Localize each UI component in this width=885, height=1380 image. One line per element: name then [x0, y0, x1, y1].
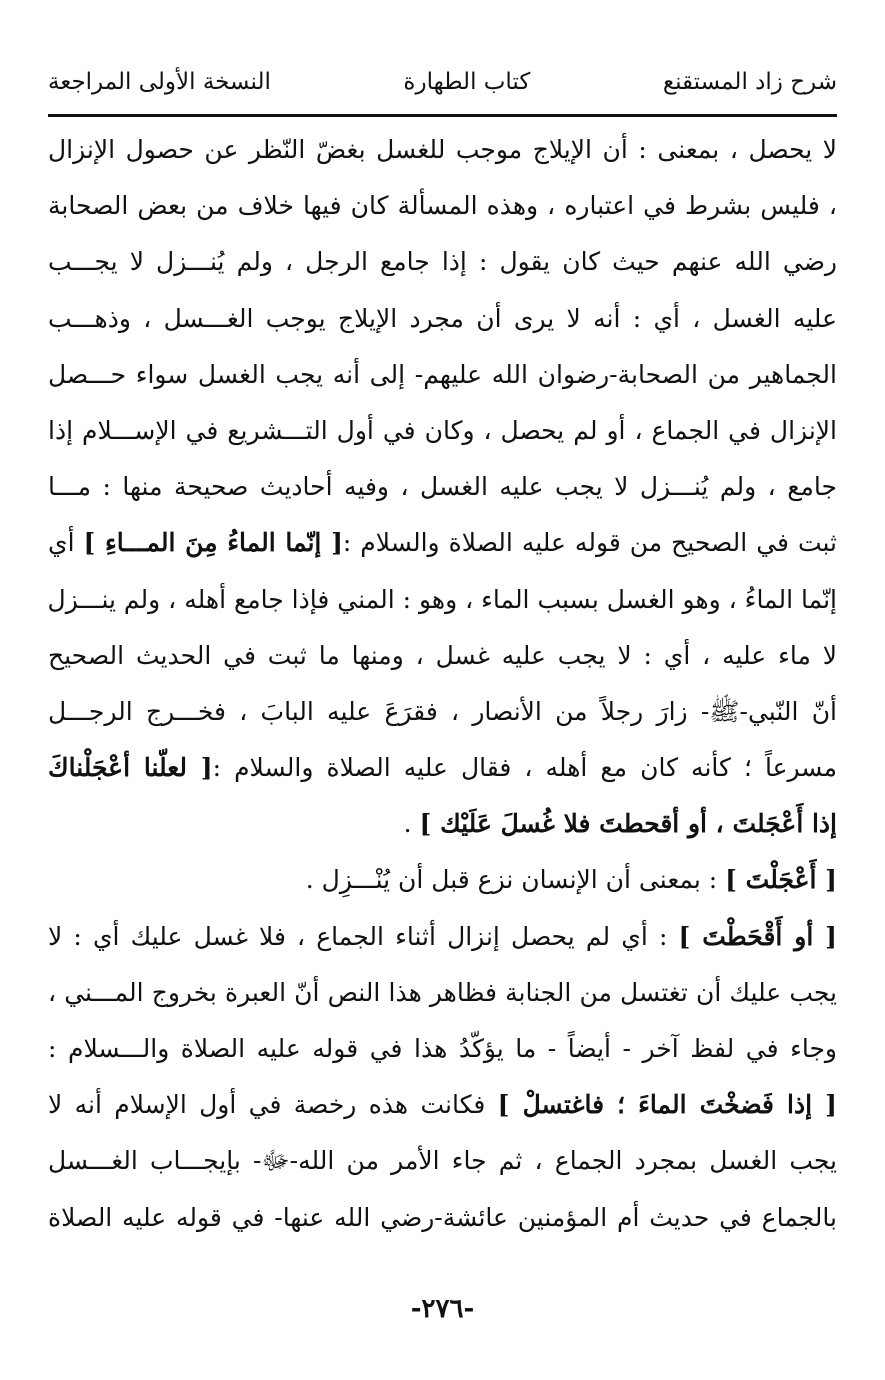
text-line [48, 122, 837, 178]
text-run: الجماهير من الصحابة-رضوان الله عليهم- إلى أنه يجب الغسل سواء حـــصل [48, 359, 837, 389]
text-run: يجب عليك أن تغتسل من الجنابة فظاهر هذا النص أنّ العبرة بخروج المـــني ، [48, 977, 837, 1007]
text-run: . [403, 809, 420, 839]
text-run: وجاء في لفظ آخر - أيضاً - ما يؤكّدُ هذا في قوله عليه الصلاة والـــسلام : [48, 1034, 837, 1063]
chapter-title: كتاب الطهارة [403, 69, 531, 95]
text-run: مسرعاً ؛ كأنه كان مع أهله ، فقال عليه الصلاة والسلام : [212, 753, 837, 783]
text-line [48, 740, 837, 796]
edition-label: النسخة الأولى المراجعة [48, 69, 271, 95]
text-line [48, 347, 837, 403]
page-number: -٢٧٦- [410, 1294, 475, 1324]
text-run: الإنزال في الجماع ، أو لم يحصل ، وكان في أول التـــشريع في الإســـلام إذا [48, 415, 837, 445]
book-title: شرح زاد المستقنع [662, 69, 837, 95]
text-line [48, 1077, 837, 1133]
text-run: رضي الله عنهم حيث كان يقول : إذا جامع الرجل ، ولم يُنـــزل لا يجـــب [48, 247, 837, 277]
text-line [48, 852, 837, 908]
text-run: بالجماع في حديث أم المؤمنين عائشة-رضي الله عنها- في قوله عليه الصلاة [48, 1202, 837, 1232]
page-header [48, 62, 837, 102]
text-run: : بمعنى أن الإنسان نزع قبل أن يُنْـــزِل . [305, 865, 726, 895]
text-line [48, 291, 837, 347]
text-line [48, 909, 837, 965]
text-run: لا ماء عليه ، أي : لا يجب عليه غسل ، ومنها ما ثبت في الحديث الصحيح [48, 640, 837, 670]
text-line [48, 684, 837, 740]
hadith-quote: [ أو أَقْحَطْتَ ] [678, 921, 837, 951]
text-line [48, 1190, 837, 1246]
text-run: لا يحصل ، بمعنى : أن الإيلاج موجب للغسل بغضّ النّظر عن حصول الإنزال [48, 135, 837, 164]
page-body [48, 122, 837, 1246]
hadith-quote: [ لعلّنا أعْجَلْناكَ [48, 753, 213, 783]
hadith-quote: [ إنّما الماءُ مِنَ المـــاءِ ] [83, 528, 343, 558]
text-run: جامع ، ولم يُنـــزل لا يجب عليه الغسل ، وفيه أحاديث صحيحة منها : مـــا [48, 472, 837, 502]
text-line [48, 403, 837, 459]
text-run: عليه الغسل ، أي : أنه لا يرى أن مجرد الإيلاج يوجب الغـــسل ، وذهـــب [48, 303, 837, 333]
text-line [48, 628, 837, 684]
text-run: يجب الغسل بمجرد الجماع ، ثم جاء الأمر من الله-ﷻ- بإيجـــاب الغـــسل [48, 1146, 837, 1176]
text-line [48, 459, 837, 515]
text-line [48, 515, 837, 571]
hadith-quote: [ إذا فَضخْتَ الماءَ ؛ فاغتسلْ ] [497, 1090, 837, 1120]
text-run: أي [48, 528, 84, 558]
text-line [48, 572, 837, 628]
text-line [48, 1021, 837, 1077]
hadith-quote: [ أَعْجَلْتَ ] [725, 865, 837, 895]
header-divider [48, 114, 837, 117]
text-run: إنّما الماءُ ، وهو الغسل بسبب الماء ، وهو : المني فإذا جامع أهله ، ولم ينـــزل [48, 584, 837, 614]
text-line [48, 234, 837, 290]
text-run: أنّ النّبي-ﷺ- زارَ رجلاً من الأنصار ، فقرَعَ عليه البابَ ، فخـــرج الرجـــل [48, 696, 837, 726]
text-line [48, 1133, 837, 1189]
text-run: : أي لم يحصل إنزال أثناء الجماع ، فلا غسل عليك أي : لا [48, 921, 679, 951]
text-run: فكانت هذه رخصة في أول الإسلام أنه لا [48, 1090, 498, 1120]
text-run: ثبت في الصحيح من قوله عليه الصلاة والسلام : [342, 528, 837, 558]
text-line [48, 796, 837, 852]
text-line [48, 178, 837, 234]
text-run: ، فليس بشرط في اعتباره ، وهذه المسألة كان فيها خلاف من بعض الصحابة [48, 191, 837, 221]
text-line [48, 965, 837, 1021]
hadith-quote: إذا أَعْجَلتَ ، أو أقحطتَ فلا غُسلَ عَلَيْك ] [419, 809, 837, 839]
